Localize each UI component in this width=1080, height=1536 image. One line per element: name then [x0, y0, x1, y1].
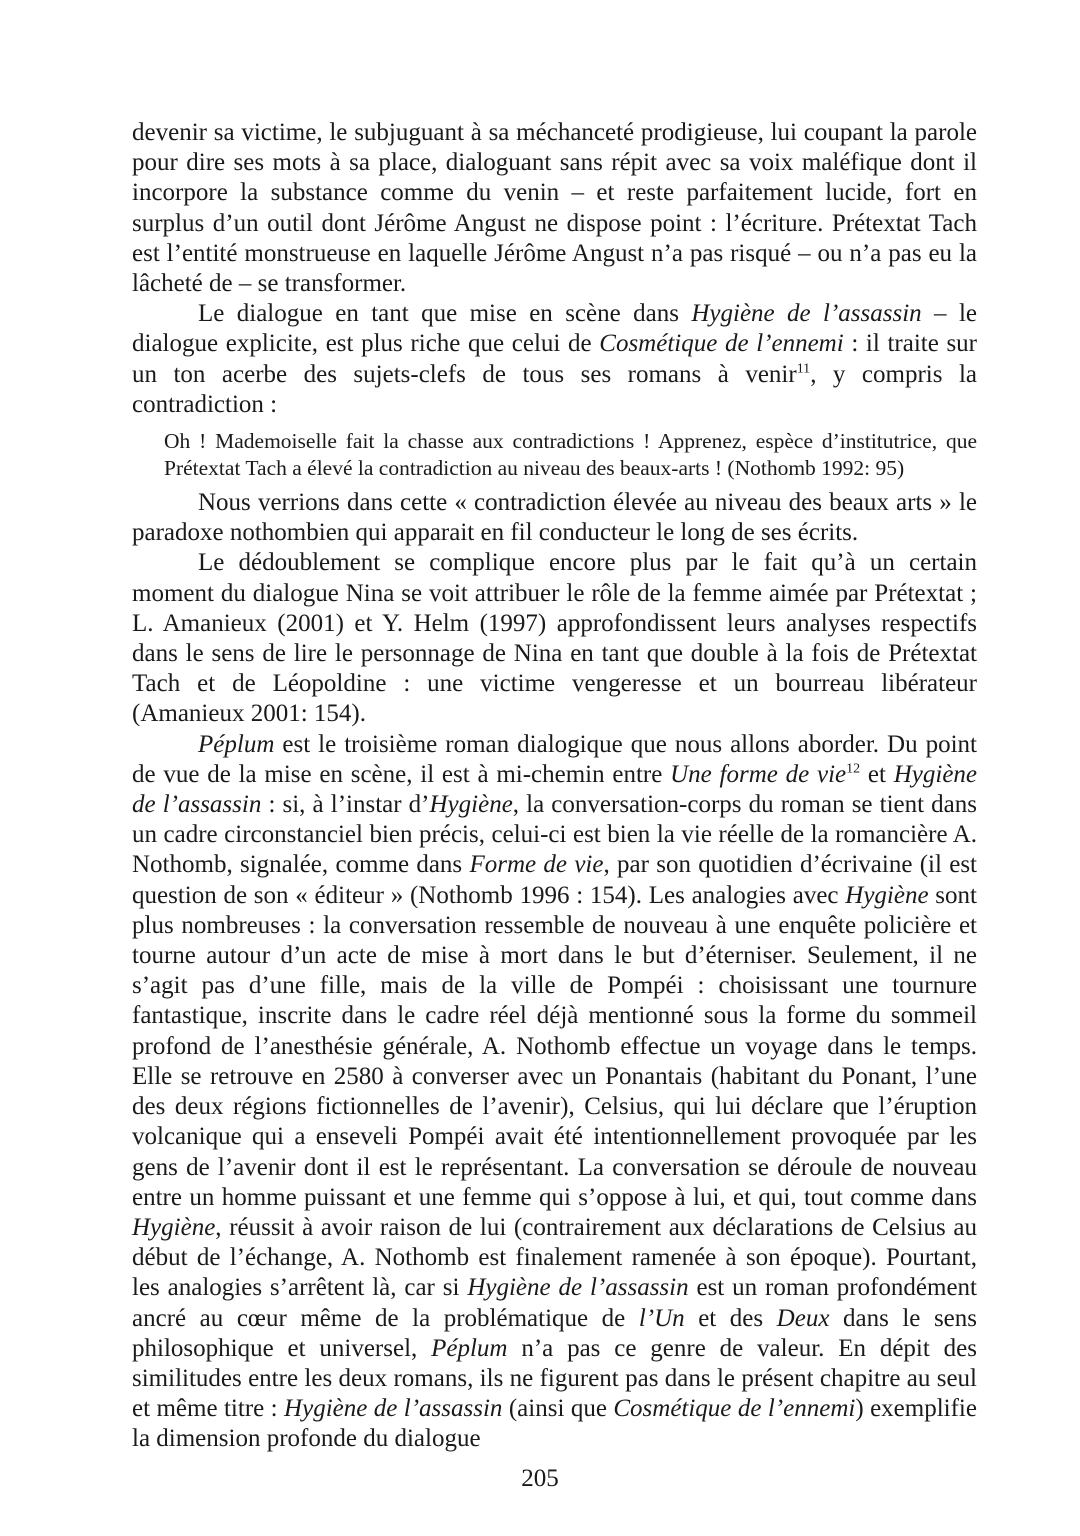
italic-title: Hygiène [429, 791, 513, 819]
text-run: et [860, 760, 894, 788]
text-run: sont plus nombreuses : la conversation ressemble de nouveau à une enquête policière et tourne autour d’un acte de mise à mort dans le but d’éterniser. Seulement, il ne s’agit pas d’une fille, mais de la ville de Pompéi : choisissant une tournure fantastique, inscrite dans le cadre réel déjà mentionné sous la forme du sommeil profond de l’anesthésie générale, A. Nothomb effectue un voyage dans le temps. Elle se retrouve en 2580 à converser avec un Ponantais (habitant du Ponant, l’une des deux régions fictionnelles de l’avenir), Celsius, qui lui déclare que l’éruption volcanique qui a enseveli Pompéi avait été intentionnellement provoquée par les gens de l’avenir dont il est le représentant. La conversation se déroule de nouveau entre un homme puissant et une femme qui s’oppose à lui, et qui, tout comme dans [132, 881, 977, 1211]
italic-title: Hygiène de l’assassin [691, 300, 922, 328]
text-run: est le troisième roman dialogique que nous allons aborder. Du point de vue de la mise en scène, il est à mi-chemin entre [132, 730, 977, 788]
text-run: Le dialogue en tant que mise en scène dans [198, 300, 692, 328]
text-run: Oh ! Mademoiselle fait la chasse aux contradictions ! Apprenez, espèce d’institutrice, que Prétextat Tach a élevé la contradiction au niveau des beaux-arts ! (Nothomb 1992: 95) [164, 429, 977, 481]
italic-title: Cosmétique de l’ennemi [599, 330, 844, 358]
italic-title: Hygiène de l’assassin [284, 1395, 503, 1423]
text-run: , par son quotidien d’écrivaine (il est question de son « éditeur » (Nothomb 1996 : 154). Les analogies avec [132, 851, 977, 909]
italic-title: Forme de vie [469, 851, 604, 879]
italic-title: Hygiène de l’assassin [467, 1274, 689, 1302]
text-run: est un roman profondément ancré au cœur même de la problématique de [132, 1274, 977, 1332]
italic-title: Hygiène de l’assassin [132, 760, 978, 819]
paragraph [132, 299, 977, 420]
text-run: devenir sa victime, le subjuguant à sa méchanceté prodigieuse, lui coupant la parole pour dire ses mots à sa place, dialoguant sans répit avec sa voix maléfique dont il incorpore la substance comme du venin – et reste parfaitement lucide, fort en surplus d’un outil dont Jérôme Angust ne dispose point : l’écriture. Prétextat Tach est l’entité monstrueuse en laquelle Jérôme Angust n’a pas risqué – ou n’a pas eu la lâcheté de – se transformer. [132, 119, 977, 298]
text-run: Nous verrions dans cette « contradiction élevée au niveau des beaux arts » le paradoxe nothombien qui apparait en fil conducteur le long de ses écrits. [132, 489, 977, 547]
text-run: , réussit à avoir raison de lui (contrairement aux déclarations de Celsius au début de l’échange, A. Nothomb est finalement ramenée à son époque). Pourtant, les analogies s’arrêtent là, car si [132, 1213, 977, 1302]
italic-title: Deux [776, 1304, 830, 1332]
text-run: Le dédoublement se complique encore plus par le fait qu’à un certain moment du dialogue Nina se voit attribuer le rôle de la femme aimée par Prétextat ; L. Amanieux (2001) et Y. Helm (1997) approfondissent leurs analyses respectifs dans le sens de lire le personnage de Nina en tant que double à la fois de Prétextat Tach et de Léopoldine : une victime vengeresse et un bourreau libérateur (Amanieux 2001: 154). [132, 549, 977, 728]
footnote-ref[interactable]: 12 [846, 761, 861, 777]
text-run: n’a pas ce genre de valeur. En dépit des similitudes entre les deux romans, ils ne figurent pas dans le présent chapitre au seul et même titre : [132, 1334, 977, 1423]
italic-title: Hygiène [132, 1213, 216, 1241]
italic-title: Péplum [431, 1334, 508, 1362]
italic-title: Hygiène [845, 881, 929, 909]
paragraph [132, 730, 977, 1455]
text-run: dans le sens philosophique et universel, [132, 1304, 977, 1362]
page-number: 205 [521, 1465, 559, 1492]
paragraph [132, 118, 977, 299]
italic-title: Une forme de vie [670, 760, 847, 788]
text-run: – le dialogue explicite, est plus riche que celui de [132, 300, 977, 358]
text-run: : il traite sur un ton acerbe des sujets-clefs de tous ses romans à venir [132, 330, 978, 388]
body-text [132, 118, 977, 1455]
italic-title: Péplum [198, 730, 275, 758]
footnote-ref[interactable]: 11 [796, 361, 811, 377]
text-run: et des [684, 1304, 777, 1332]
text-run: (ainsi que [502, 1395, 614, 1423]
paragraph [132, 548, 977, 729]
paragraph [132, 488, 977, 548]
block-quote [164, 428, 977, 482]
text-run: : si, à l’instar d’ [261, 791, 430, 819]
text-run: ) exemplifie la dimension profonde du dialogue [132, 1395, 977, 1453]
text-run: , y compris la contradiction : [132, 360, 977, 418]
italic-title: l’Un [638, 1304, 685, 1332]
text-run: , la conversation-corps du roman se tient dans un cadre circonstanciel bien précis, celui-ci est bien la vie réelle de la romancière A. Nothomb, signalée, comme dans [132, 791, 978, 879]
italic-title: Cosmétique de l’ennemi [613, 1395, 856, 1423]
